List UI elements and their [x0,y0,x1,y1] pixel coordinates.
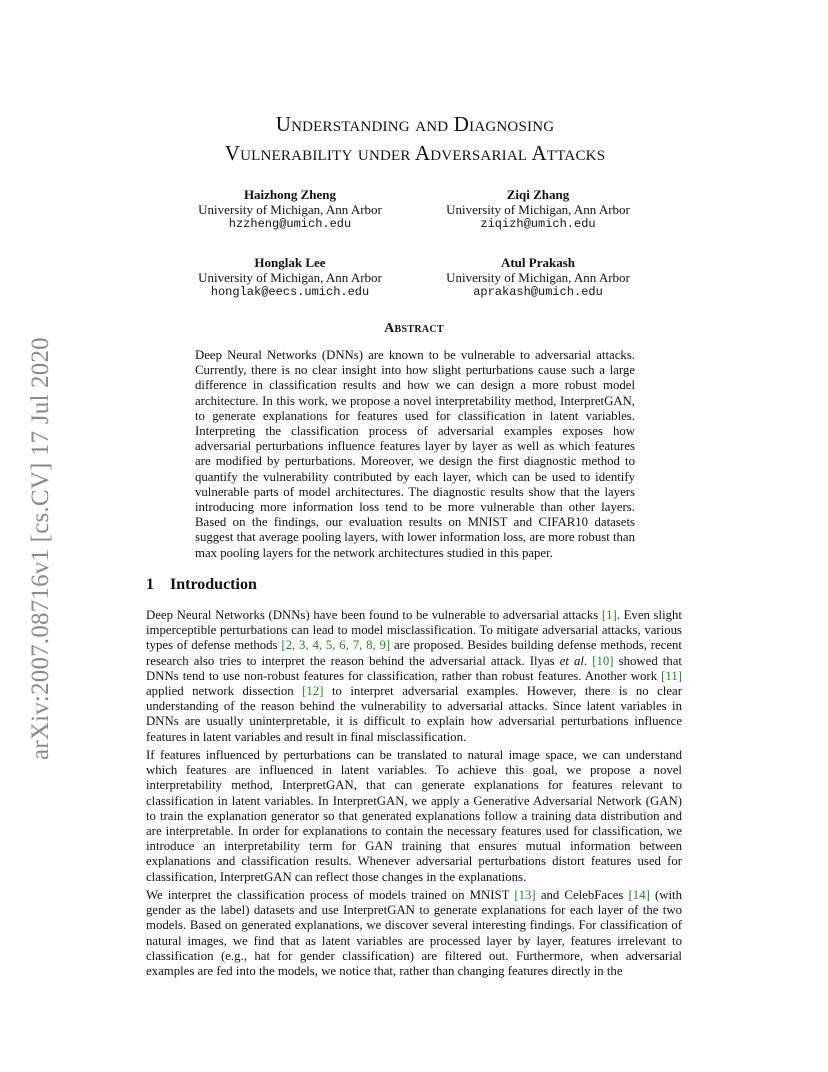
intro-paragraph-3 [146,888,682,979]
author-affiliation: University of Michigan, Ann Arbor [198,202,382,217]
author-email: aprakash@umich.edu [473,285,603,299]
citation-link[interactable]: [11] [661,668,682,683]
author-affiliation: University of Michigan, Ann Arbor [198,270,382,285]
citation-link[interactable]: [14] [628,888,650,902]
author-name: Ziqi Zhang [506,187,570,202]
text-run: and CelebFaces [535,888,629,902]
author-email: hzzheng@umich.edu [228,217,352,231]
author-block [170,255,410,300]
text-run: . Even slight imperceptible perturbations can lead to model misclassification. To mitigate adversarial attacks, various types of defense methods [146,608,682,653]
author-affiliation: University of Michigan, Ann Arbor [446,202,630,217]
arxiv-identifier: arXiv:2007.08716v1 [cs.CV] 17 Jul 2020 [27,337,54,760]
text-run: Deep Neural Networks (DNNs) have been found to be vulnerable to adversarial attacks [146,608,602,622]
section-heading [146,576,257,594]
section-number: 1 [146,576,154,593]
citation-link[interactable]: [2, 3, 4, 5, 6, 7, 8, 9] [281,638,391,653]
author-block [418,255,658,300]
author-email: honglak@eecs.umich.edu [210,285,370,299]
author-block [170,187,410,232]
citation-link[interactable]: [12] [302,684,324,699]
text-run: (with gender as the label) datasets and use InterpretGAN to generate explanations for each layer of the two models. Based on generated explanations, we discover several interesting findings. For classification of natural images, we find that as latent variables are processed layer by layer, features irrelevant to classification (e.g., hat for gender classification) are filtered out. Furthermore, when adversarial examples are fed into the models, we notice that, rather than changing features directly in the [146,888,683,979]
author-name: Honglak Lee [254,255,326,270]
author-email: ziqizh@umich.edu [480,217,596,231]
title-line-1: Understanding and Diagnosing [275,112,555,136]
text-run: applied network dissection [146,684,303,699]
text-run-italic: et al [559,653,584,668]
intro-paragraph-2: If features influenced by perturbations can be translated to natural image space, we can understand which features are influenced in latent variables. To achieve this goal, we propose a novel interpretability method, InterpretGAN, that can generate explanations for features relevant to classification in latent variables. In InterpretGAN, we apply a Generative Adversarial Network (GAN) to train the explanation generator so that generated explanations follow a training data distribution and are interpretable. In order for explanations to contain the necessary features used for classification, we introduce an interpretability term for GAN training that ensures mutual information between explanations and classification results. Whenever adversarial perturbations distort features used for classification, InterpretGAN can reflect those changes in the explanations. [146,748,682,884]
citation-link[interactable]: [10] [592,653,614,668]
paper-title [140,110,690,168]
abstract-text: Deep Neural Networks (DNNs) are known to be vulnerable to adversarial attacks. Currently, there is no clear insight into how slight perturbations cause such a large difference in classification results and how we can design a more robust model architecture. In this work, we propose a novel interpretability method, InterpretGAN, to generate explanations for features used for classification in latent variables. Interpreting the classification process of adversarial examples exposes how adversarial perturbations influence features layer by layer as well as which features are modified by perturbations. Moreover, we design the first diagnostic method to quantify the vulnerability contributed by each layer, which can be used to identify vulnerable parts of model architectures. The diagnostic results show that the layers introducing more information loss tend to be more vulnerable than other layers. Based on the findings, our evaluation results on MNIST and CIFAR10 datasets suggest that average pooling layers, with lower information loss, are more robust than max pooling layers for the network architectures studied in this paper. [195,348,635,560]
text-run: We interpret the classification process of models trained on MNIST [146,888,515,902]
abstract-heading: Abstract [384,321,444,336]
author-affiliation: University of Michigan, Ann Arbor [446,270,630,285]
text-run: to interpret adversarial examples. However, there is no clear understanding of the reason behind the vulnerability to adversarial attacks. Since latent variables in DNNs are usually uninterpretable, it is difficult to explain how adversarial perturbations influence features in latent variables and result in final misclassification. [146,684,682,744]
citation-link[interactable]: [1] [601,608,617,622]
text-run: . [583,653,593,668]
section-title: Introduction [170,576,257,593]
author-name: Atul Prakash [500,255,576,270]
text-run: are proposed. Besides building defense methods, recent research also tries to interpret the reason behind the adversarial attack. Ilyas [146,638,682,668]
title-line-2: Vulnerability under Adversarial Attacks [224,141,606,165]
intro-paragraph-1 [146,608,682,745]
text-run: showed that DNNs tend to use non-robust features for classification, rather than robust features. Another work [146,653,682,683]
author-block [418,187,658,232]
citation-link[interactable]: [13] [514,888,536,902]
arxiv-side-stamp [20,294,62,760]
author-name: Haizhong Zheng [243,187,337,202]
